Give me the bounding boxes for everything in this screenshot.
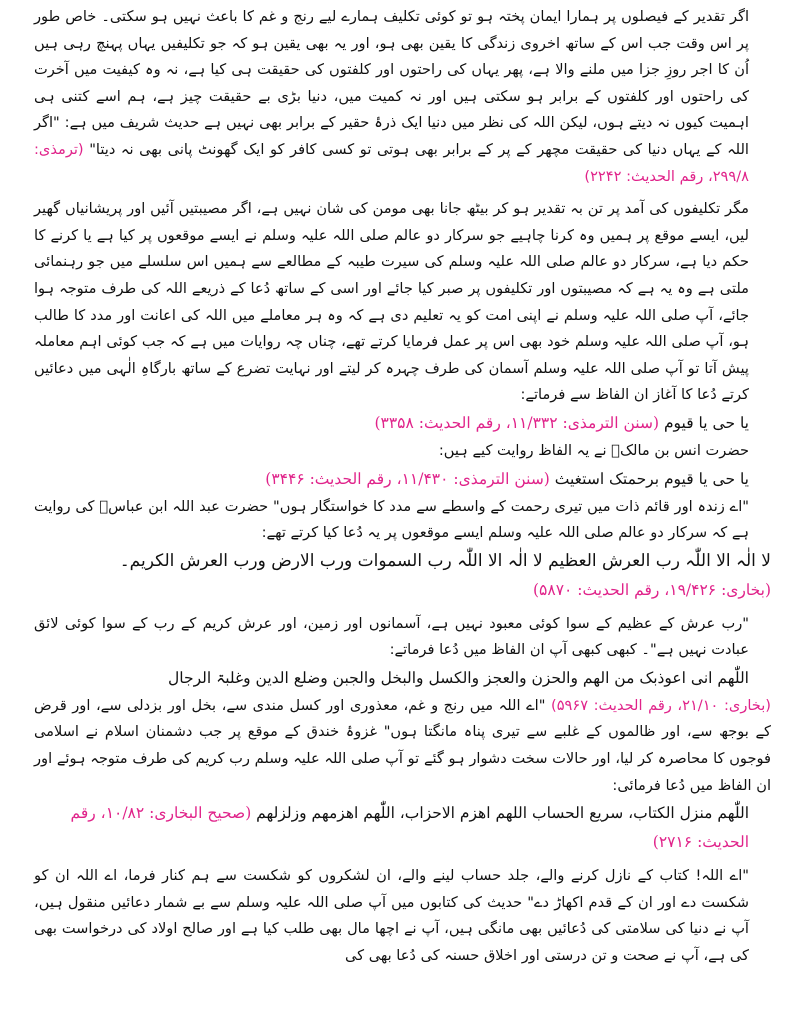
dua-bi-rahmatika: [34, 465, 771, 494]
hadith-reference: (ترمذی: ۲۹۹/۸، رقم الحدیث: ۲۲۴۲): [34, 140, 749, 185]
hadith-reference: (سنن الترمذی: ۱۱/۴۳۰، رقم الحدیث: ۳۴۴۶): [265, 469, 550, 488]
paragraph-translation-1: [34, 611, 771, 664]
hadith-reference: (بخاری: ۲۱/۱۰، رقم الحدیث: ۵۹۶۷): [551, 696, 771, 714]
dua-ya-hayyu: [34, 409, 771, 438]
arabic-dua: یا حی یا قیوم برحمتک استغیث: [549, 469, 749, 488]
hadith-reference: (صحیح البخاری: ۱۰/۸۲، رقم الحدیث: ۲۷۱۶): [70, 804, 749, 852]
paragraph-text: "اے اللہ میں رنج و غم، معذوری اور کسل مندی سے، بخل اور بزدلی سے، اور قرض کے بوجھ سے، اور ظالموں کے غلبے سے تیری پناہ مانگتا ہوں" غزوۂ خندق کے موقع پر جب دشمنان اسلام نے اسلامی فوجوں کا محاصرہ کر لیا، اور حالات سخت دشوار ہو گئے تو آپ صلی اللہ علیہ وسلم رب کریم کی طرف متوجہ ہوئے اور ان الفاظ میں دُعا فرمائی:: [34, 696, 771, 794]
paragraph-taqdeer: [34, 4, 771, 190]
paragraph-text: "اے زندہ اور قائم ذات میں تیری رحمت کے واسطے سے مدد کا خواستگار ہوں" حضرت عبد اللہ ابن عباسؓ کی روایت ہے کہ سرکار دو عالم صلی اللہ علیہ وسلم ایسے موقعوں پر یہ دُعا کیا کرتے تھے:: [34, 497, 749, 542]
dua-munzil-al-kitab: [34, 799, 771, 857]
paragraph-text: اگر تقدیر کے فیصلوں پر ہمارا ایمان پختہ ہو تو کوئی تکلیف ہمارے لیے رنج و غم کا باعث نہیں ہو سکتی۔ خاص طور پر اس وقت جب اس کے ساتھ اخروی زندگی کا یقین بھی ہو، اور یہ بھی یقین ہو کہ جو تکلیفیں یہاں پہنچ رہی ہیں اُن کا اجر روزِ جزا میں ملنے والا ہے، پھر یہاں کی راحتوں اور کلفتوں کی حقیقت ہی کیا ہے، نہ وہ کیفیت میں آخرت کی راحتوں اور کلفتوں کے برابر ہو سکتی ہیں اور نہ کمیت میں، دنیا بڑی بے حقیقت چیز ہے، ہم اسے کتنی ہی اہمیت کیوں نہ دیتے ہوں، لیکن اللہ کی نظر میں دنیا ایک ذرۂ حقیر کے برابر بھی نہیں ہے حدیث شریف میں ہے: "اگر اللہ کے یہاں دنیا کی حقیقت مچھر کے پر کے برابر بھی ہوتی تو کسی کافر کو ایک گھونٹ پانی بھی نہ دیتا": [34, 8, 749, 158]
dua-la-ilaha: [34, 547, 771, 576]
paragraph-translation-last: [34, 863, 771, 969]
paragraph-text: "اے اللہ! کتاب کے نازل کرنے والے، جلد حساب لینے والے، ان لشکروں کو شکست سے ہم کنار فرما، اے اللہ ان کو شکست دے اور ان کے قدم اکھاڑ دے" حدیث کی کتابوں میں آپ صلی اللہ علیہ وسلم سے بے شمار دعائیں منقول ہیں، آپ نے دنیا کی سلامتی کی دُعائیں بھی مانگی ہیں، آپ نے اچھا مال بھی طلب کیا ہے اور صالح اولاد کی درخواست بھی کی ہے، آپ نے صحت و تن درستی اور اخلاق حسنہ کی دُعا بھی کی: [34, 867, 749, 965]
dua-audhu-bika: [34, 664, 771, 693]
arabic-dua: یا حی یا قیوم: [659, 413, 749, 432]
paragraph-anas-narration: [34, 438, 771, 465]
arabic-dua: اللّٰھم انی اعوذبک من الھم والحزن والعجز والکسل والبخل والجبن وضلع الدین وغلبۃ الرجال: [168, 668, 749, 687]
reference-bukhari-1: [34, 576, 771, 605]
arabic-dua: لا الٰہ الا اللّٰہ رب العرش العظیم لا الٰہ الا اللّٰہ رب السموات ورب الارض ورب العرش الکریم۔: [119, 550, 771, 571]
arabic-dua: اللّٰھم منزل الکتاب، سریع الحساب اللھم اھزم الاحزاب، اللّٰھم اھزمھم وزلزلھم: [251, 804, 749, 823]
paragraph-text: حضرت انس بن مالکؓ نے یہ الفاظ روایت کیے ہیں:: [438, 441, 749, 459]
paragraph-ibn-abbas: [34, 494, 771, 547]
paragraph-text: مگر تکلیفوں کی آمد پر تن بہ تقدیر ہو کر بیٹھ جانا بھی مومن کی شان نہیں ہے، اگر مصیبتیں آئیں اور پریشانیاں گھیر لیں، ایسے موقع پر ہمیں وہ کرنا چاہیے جو سرکار دو عالم صلی اللہ علیہ وسلم نے ایسے موقعوں پر کیا ہے یا کرنے کا حکم دیا ہے، سرکار دو عالم صلی اللہ علیہ وسلم کی سیرت طیبہ کے مطالعے سے ہمیں اس سلسلے میں جو رہنمائی ملتی ہے وہ یہ ہے کہ مصیبتوں اور تکلیفوں پر صبر کیا جائے اور اسی کے ساتھ دُعا کے ذریعے اللہ کی طرف متوجہ ہوا جائے، آپ صلی اللہ علیہ وسلم نے اپنی امت کو یہ تعلیم دی ہے کہ وہ ہر معاملے میں اللہ کی اعانت اور مدد کا طالب ہو، آپ صلی اللہ علیہ وسلم خود بھی اس پر عمل فرمایا کرتے تھے، چناں چہ روایات میں ہے کہ جب کوئی اہم معاملہ پیش آتا تو آپ صلی اللہ علیہ وسلم آسمان کی طرف چہرہ کر لیتے اور نہایت تضرع کے ساتھ بارگاہِ الٰہی میں دعائیں کرتے دُعا کا آغاز ان الفاظ سے فرماتے:: [34, 200, 749, 404]
hadith-reference: (سنن الترمذی: ۱۱/۳۳۲، رقم الحدیث: ۳۳۵۸): [374, 413, 660, 432]
paragraph-tribulations: [34, 196, 771, 409]
paragraph-khandaq: [34, 693, 771, 799]
paragraph-text: "رب عرش کے عظیم کے سوا کوئی معبود نہیں ہے، آسمانوں اور زمین، اور عرش کریم کے رب کے سوا کوئی لائق عبادت نہیں ہے"۔ کبھی کبھی آپ ان الفاظ میں دُعا فرماتے:: [34, 614, 749, 659]
hadith-reference: (بخاری: ۱۹/۴۲۶، رقم الحدیث: ۵۸۷۰): [532, 580, 771, 599]
